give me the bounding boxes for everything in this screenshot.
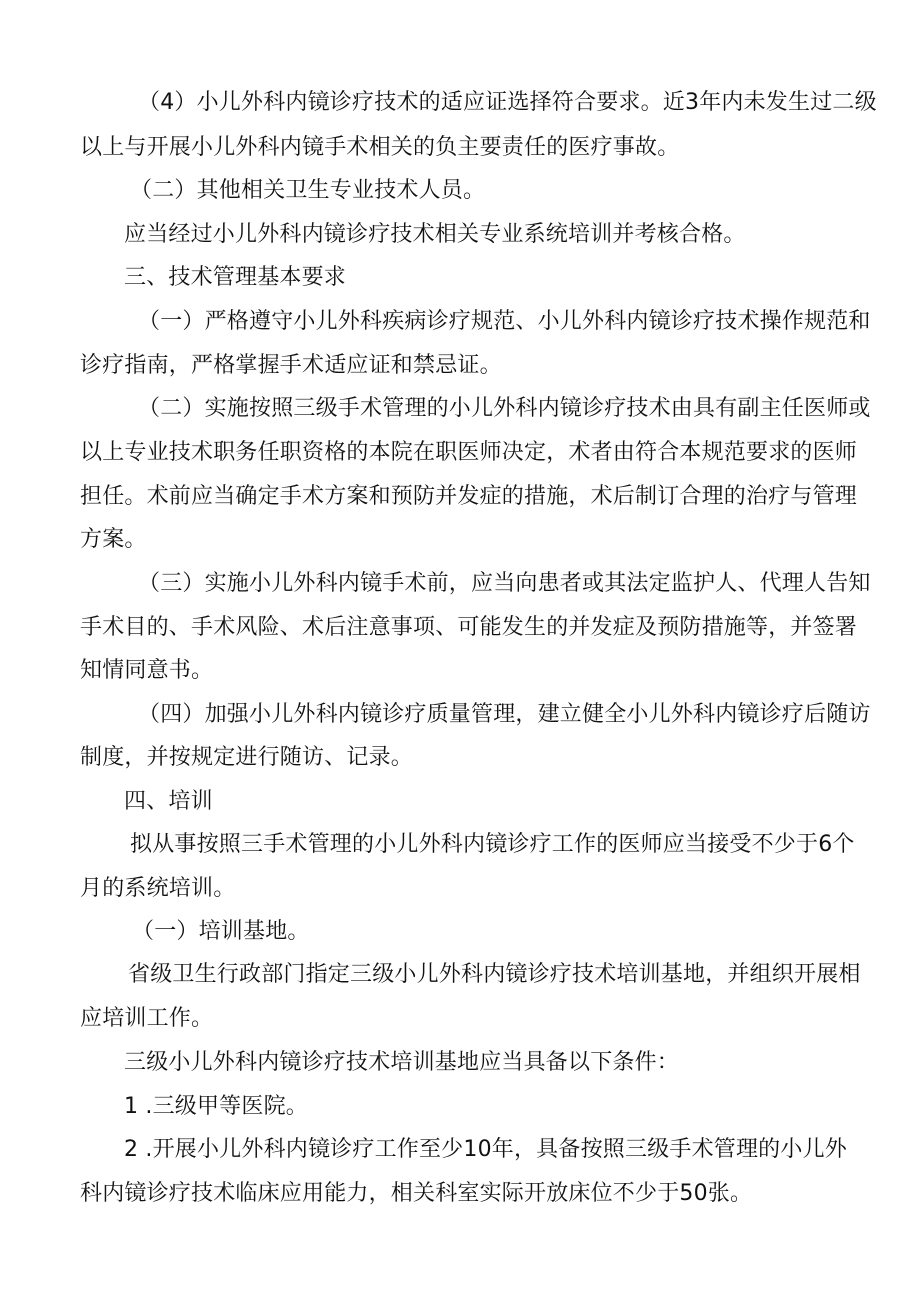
text-line: 科内镜诊疗技术临床应用能力，相关科室实际开放床位不少于50张。 <box>80 1181 753 1206</box>
text-line: 担任。术前应当确定手术方案和预防并发症的措施，术后制订合理的治疗与管理 <box>80 484 858 509</box>
section-heading: 四、培训 <box>124 789 213 814</box>
text-line: （四）加强小儿外科内镜诊疗质量管理，建立健全小儿外科内镜诊疗后随访 <box>138 702 871 727</box>
text-line: （一）培训基地。 <box>132 919 310 944</box>
text-line: 以上与开展小儿外科内镜手术相关的负主要责任的医疗事故。 <box>80 135 680 160</box>
text-line: （二）实施按照三级手术管理的小儿外科内镜诊疗技术由具有副主任医师或 <box>138 396 871 421</box>
text-line: 诊疗指南，严格掌握手术适应证和禁忌证。 <box>80 353 502 378</box>
text-line: （4）小儿外科内镜诊疗技术的适应证选择符合要求。近3年内未发生过二级 <box>138 90 877 115</box>
list-item: 1 .三级甲等医院。 <box>124 1094 308 1119</box>
text-line: （二）其他相关卫生专业技术人员。 <box>130 178 486 203</box>
text-line: 手术目的、手术风险、术后注意事项、可能发生的并发症及预防措施等，并签署 <box>80 615 858 640</box>
section-heading: 三、技术管理基本要求 <box>124 265 347 290</box>
text-line: 月的系统培训。 <box>80 876 236 901</box>
text-line: 方案。 <box>80 527 147 552</box>
list-item: 2 .开展小儿外科内镜诊疗工作至少10年，具备按照三级手术管理的小儿外 <box>124 1137 847 1162</box>
text-line: 应培训工作。 <box>80 1006 214 1031</box>
text-line: 三级小儿外科内镜诊疗技术培训基地应当具备以下条件： <box>124 1050 680 1075</box>
text-line: 以上专业技术职务任职资格的本院在职医师决定，术者由符合本规范要求的医师 <box>80 440 858 465</box>
text-line: （三）实施小儿外科内镜手术前，应当向患者或其法定监护人、代理人告知 <box>138 571 871 596</box>
text-line: 省级卫生行政部门指定三级小儿外科内镜诊疗技术培训基地，并组织开展相 <box>128 962 861 987</box>
text-line: 应当经过小儿外科内镜诊疗技术相关专业系统培训并考核合格。 <box>124 222 746 247</box>
text-line: 拟从事按照三手术管理的小儿外科内镜诊疗工作的医师应当接受不少于6个 <box>130 832 855 857</box>
text-line: 制度，并按规定进行随访、记录。 <box>80 745 414 770</box>
text-line: （一）严格遵守小儿外科疾病诊疗规范、小儿外科内镜诊疗技术操作规范和 <box>138 309 871 334</box>
text-line: 知情同意书。 <box>80 658 214 683</box>
